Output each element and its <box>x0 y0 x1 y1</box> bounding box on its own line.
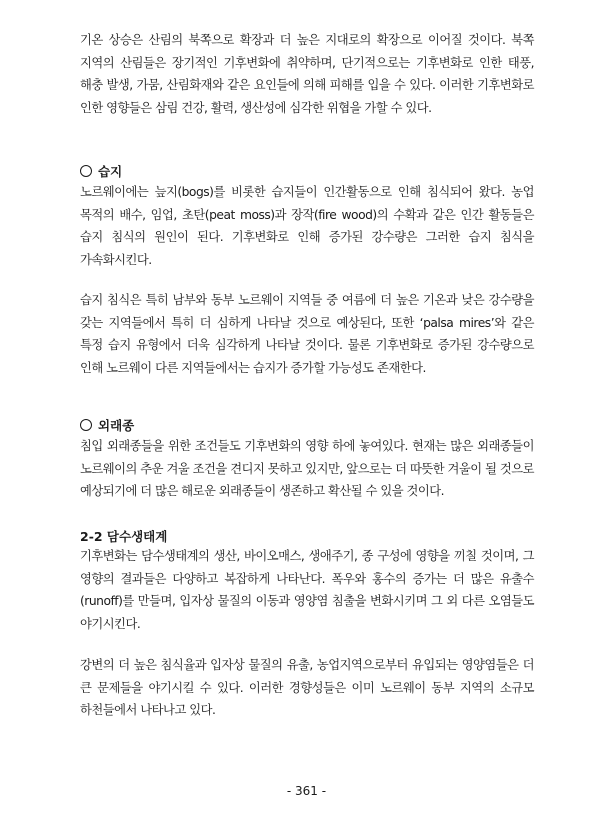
section-heading-alien-species-text: 외래종 <box>98 418 135 433</box>
section-heading-wetland-text: 습지 <box>98 164 123 179</box>
paragraph-wetland-1: 노르웨이에는 늪지(bogs)를 비롯한 습지들이 인간활동으로 인해 침식되어 왔다. 농업 목적의 배수, 임업, 초탄(peat moss)과 장작(fire wood)의 수확과 같은 인간 활동들은 습지 침식의 원인이 된다. 기후변화로 인해 증가된 강수량은 그러한 습지 침식을 가속화시킨다. <box>80 185 534 267</box>
paragraph-alien-species: 침입 외래종들을 위한 조건들도 기후변화의 영향 하에 놓여있다. 현재는 많은 외래종들이 노르웨이의 추운 겨울 조건을 견디지 못하고 있지만, 앞으로는 더 따뜻한 겨울이 될 것으로 예상되기에 더 많은 해로운 외래종들이 생존하고 확산될 수 있을 것이다. <box>80 439 534 498</box>
paragraph-wetland-2: 습지 침식은 특히 남부와 동부 노르웨이 지역들 중 여름에 더 높은 기온과 낮은 강수량을 갖는 지역들에서 특히 더 심하게 나타날 것으로 예상된다, 또한 ‘palsa mires’와 같은 특정 습지 유형에서 더욱 심각하게 나타날 것이다. 물론 기후변화로 증가된 강수량으로 인해 노르웨이 다른 지역들에서는 습지가 증가할 가능성도 존재한다. <box>80 293 534 375</box>
circle-bullet-icon <box>80 165 92 177</box>
circle-bullet-icon <box>80 419 92 431</box>
paragraph-forest: 기온 상승은 산림의 북쪽으로 확장과 더 높은 지대로의 확장으로 이어질 것이다. 북쪽 지역의 산림들은 장기적인 기후변화에 취약하며, 단기적으로는 기후변화로 인한 태풍, 해충 발생, 가뭄, 산림화재와 같은 요인들에 의해 피해를 입을 수 있다. 이러한 기후변화로 인한 영향들은 삼림 건강, 활력, 생산성에 심각한 위협을 가할 수 있다. <box>80 33 534 115</box>
page-number: - 361 - <box>286 784 327 798</box>
section-heading-alien-species <box>80 416 134 436</box>
paragraph-freshwater-1: 기후변화는 담수생태계의 생산, 바이오매스, 생애주기, 종 구성에 영향을 끼칠 것이며, 그 영향의 결과들은 다양하고 복잡하게 나타난다. 폭우와 홍수의 증가는 더 많은 유출수(runoff)를 만들며, 입자상 물질의 이동과 영양염 침출을 변화시키며 그 외 다른 오염들도 야기시킨다. <box>80 549 534 631</box>
section-heading-freshwater: 2-2 담수생태계 <box>80 529 168 544</box>
section-heading-wetland <box>80 162 122 182</box>
paragraph-freshwater-2: 강변의 더 높은 침식율과 입자상 물질의 유출, 농업지역으로부터 유입되는 영양염들은 더 큰 문제들을 야기시킬 수 있다. 이러한 경향성들은 이미 노르웨이 동부 지역의 소규모 하천들에서 나타나고 있다. <box>80 658 534 717</box>
